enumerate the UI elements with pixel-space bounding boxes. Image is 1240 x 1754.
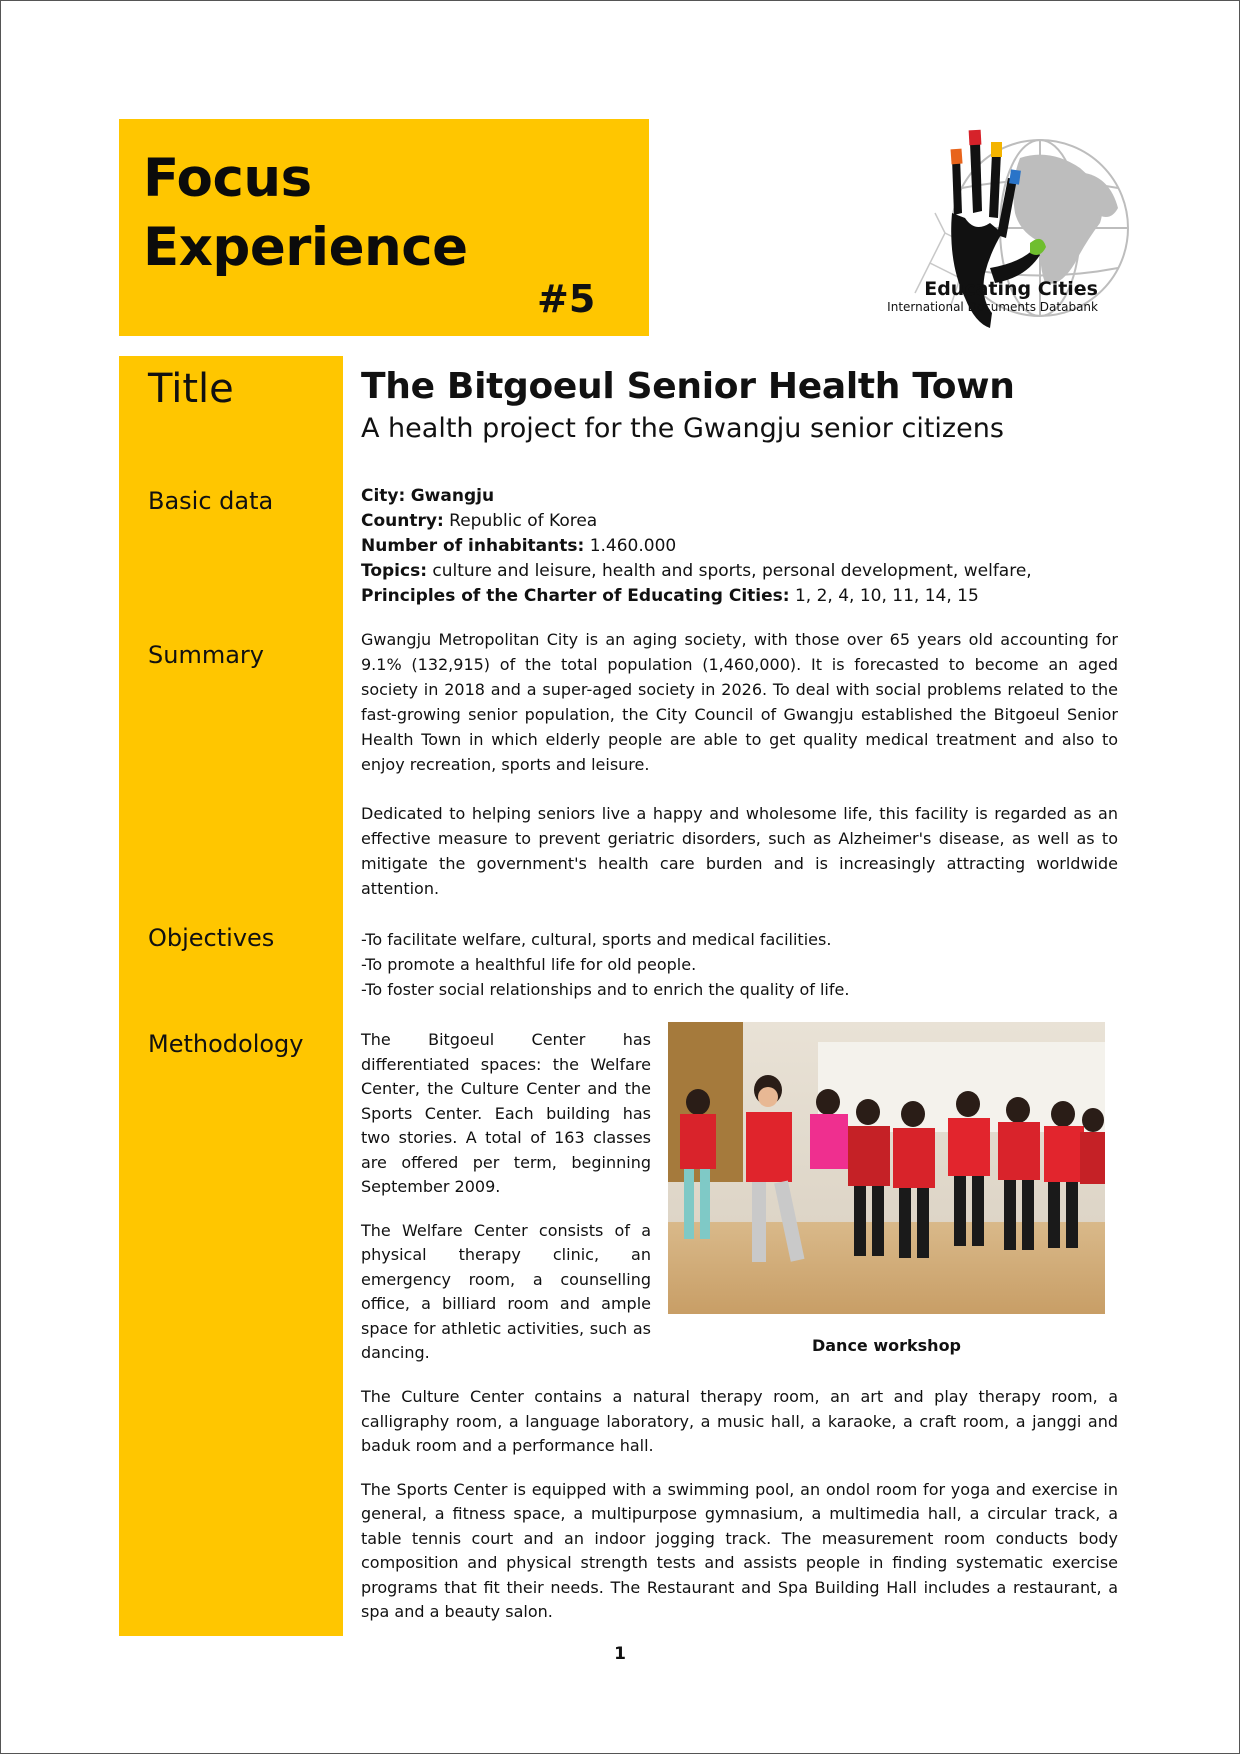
objectives-list xyxy=(361,927,1118,1002)
principles-value: 1, 2, 4, 10, 11, 14, 15 xyxy=(794,586,979,606)
inhabitants-value: 1.460.000 xyxy=(589,536,677,556)
country-value: Republic of Korea xyxy=(449,511,598,531)
methodology-paragraph-2: The Welfare Center consists of a physical therapy clinic, an emergency room, a counselling office, a billiard room and ample space for athletic activities, such as dancing. xyxy=(361,1220,651,1362)
label-summary: Summary xyxy=(148,641,264,669)
objective-item: -To foster social relationships and to enrich the quality of life. xyxy=(361,980,850,999)
topics-value: culture and leisure, health and sports, personal development, welfare, xyxy=(432,561,1032,581)
summary-block xyxy=(361,627,1118,901)
objective-item: -To facilitate welfare, cultural, sports and medical facilities. xyxy=(361,930,832,949)
logo-text xyxy=(887,278,1098,314)
label-objectives: Objectives xyxy=(148,924,275,952)
label-basic-data: Basic data xyxy=(148,487,274,515)
photo-caption: Dance workshop xyxy=(811,1336,962,1355)
educating-cities-logo xyxy=(690,113,1130,338)
methodology-paragraph-3: The Culture Center contains a natural therapy room, an art and play therapy room, a calligraphy room, a language laboratory, a music hall, a karaoke, a craft room, a janggi and baduk room and a performance hall. xyxy=(361,1387,1118,1455)
document-subtitle: A health project for the Gwangju senior citizens xyxy=(361,413,1004,444)
dance-workshop-photo xyxy=(668,1022,1105,1314)
logo-subtitle: International Documents Databank xyxy=(887,300,1098,314)
country-label: Country: xyxy=(361,511,444,531)
methodology-full-width xyxy=(361,1385,1118,1625)
section-label-band xyxy=(119,356,343,1636)
basic-data-block xyxy=(361,484,1118,609)
methodology-column xyxy=(361,1028,651,1366)
title-line-1: Focus xyxy=(143,148,312,209)
focus-experience-title xyxy=(143,144,468,282)
principles-label: Principles of the Charter of Educating Cities: xyxy=(361,586,790,606)
document-title: The Bitgoeul Senior Health Town xyxy=(361,366,1015,407)
city-label: City: xyxy=(361,486,406,506)
title-line-2: Experience xyxy=(143,217,468,278)
basic-data-country xyxy=(361,509,1118,534)
topics-label: Topics: xyxy=(361,561,428,581)
label-title: Title xyxy=(148,366,234,412)
basic-data-topics xyxy=(361,559,1118,584)
page-number: 1 xyxy=(614,1644,626,1664)
basic-data-inhabitants xyxy=(361,534,1118,559)
label-methodology: Methodology xyxy=(148,1030,304,1058)
objective-item: -To promote a healthful life for old people. xyxy=(361,955,697,974)
inhabitants-label: Number of inhabitants: xyxy=(361,536,585,556)
summary-paragraph-2: Dedicated to helping seniors live a happy and wholesome life, this facility is regarded as an effective measure to prevent geriatric disorders, such as Alzheimer's disease, as well as to mitigate the government's health care burden and is increasingly attracting worldwide attention. xyxy=(361,804,1118,898)
experience-number: #5 xyxy=(537,277,596,321)
basic-data-principles xyxy=(361,584,1118,609)
methodology-paragraph-4: The Sports Center is equipped with a swimming pool, an ondol room for yoga and exercise in general, a fitness space, a multipurpose gymnasium, a multimedia hall, a circular track, a table tennis court and an indoor jogging track. The measurement room conducts body composition and physical strength tests and assists people in finding systematic exercise programs that fit their needs. The Restaurant and Spa Building Hall includes a restaurant, a spa and a beauty salon. xyxy=(361,1479,1118,1621)
dance-workshop-image xyxy=(668,1022,1105,1314)
summary-paragraph-1: Gwangju Metropolitan City is an aging society, with those over 65 years old accounting for 9.1% (132,915) of the total population (1,460,000). It is forecasted to become an aged society in 2018 and a super-aged society in 2026. To deal with social problems related to the fast-growing senior population, the City Council of Gwangju established the Bitgoeul Senior Health Town in which elderly people are able to get quality medical treatment and also to enjoy recreation, sports and leisure. xyxy=(361,630,1118,774)
city-value: Gwangju xyxy=(410,486,495,506)
logo-name: Educating Cities xyxy=(924,278,1098,300)
header-banner xyxy=(119,119,649,336)
methodology-paragraph-1: The Bitgoeul Center has differentiated spaces: the Welfare Center, the Culture Center and the Sports Center. Each building has two stories. A total of 163 classes are offered per term, beginning September 2009. xyxy=(361,1030,651,1196)
basic-data-city xyxy=(361,484,1118,509)
